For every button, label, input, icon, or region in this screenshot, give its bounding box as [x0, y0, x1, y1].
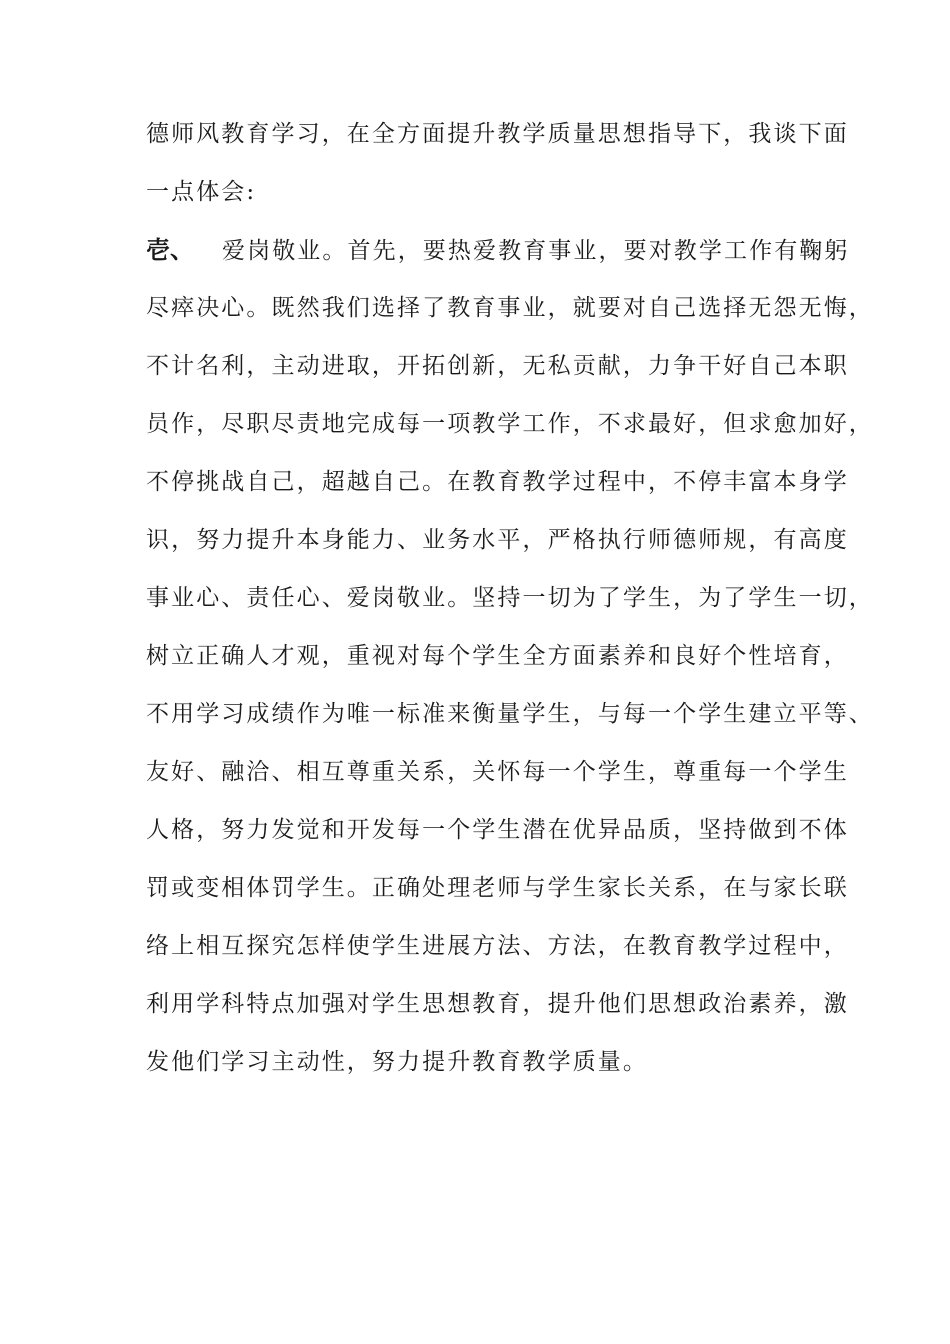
paragraph-line-6: 员作，尽职尽责地完成每一项教学工作，不求最好，但求愈加好， — [146, 411, 874, 437]
list-marker: 壱、 — [146, 236, 194, 264]
list-item-text: 爱岗敬业。首先，要热爱教育事业，要对教学工作有鞠躬 — [222, 238, 850, 264]
paragraph-line-15: 络上相互探究怎样使学生进展方法、方法，在教育教学过程中， — [146, 933, 849, 959]
paragraph-line-12: 友好、融洽、相互尊重关系，关怀每一个学生，尊重每一个学生 — [146, 759, 849, 785]
paragraph-line-14: 罚或变相体罚学生。正确处理老师与学生家长关系，在与家长联 — [146, 875, 849, 901]
paragraph-line-10: 树立正确人才观，重视对每个学生全方面素养和良好个性培育， — [146, 643, 849, 669]
paragraph-line-2: 一点体会: — [146, 179, 257, 205]
paragraph-line-5: 不计名利，主动进取，开拓创新，无私贡献，力争干好自己本职 — [146, 353, 849, 379]
list-item-line-1 — [146, 236, 850, 265]
paragraph-line-11: 不用学习成绩作为唯一标准来衡量学生，与每一个学生建立平等、 — [146, 701, 874, 727]
paragraph-line-4: 尽瘁决心。既然我们选择了教育事业，就要对自己选择无怨无悔， — [146, 295, 874, 321]
paragraph-line-16: 利用学科特点加强对学生思想教育，提升他们思想政治素养，激 — [146, 991, 849, 1017]
paragraph-line-7: 不停挑战自己，超越自己。在教育教学过程中，不停丰富本身学 — [146, 469, 849, 495]
paragraph-line-17: 发他们学习主动性，努力提升教育教学质量。 — [146, 1049, 648, 1075]
paragraph-line-9: 事业心、责任心、爱岗敬业。坚持一切为了学生，为了学生一切， — [146, 585, 874, 611]
paragraph-line-8: 识，努力提升本身能力、业务水平，严格执行师德师规，有高度 — [146, 527, 849, 553]
paragraph-line-13: 人格，努力发觉和开发每一个学生潜在优异品质，坚持做到不体 — [146, 817, 849, 843]
paragraph-line-1: 德师风教育学习，在全方面提升教学质量思想指导下，我谈下面 — [146, 121, 849, 147]
